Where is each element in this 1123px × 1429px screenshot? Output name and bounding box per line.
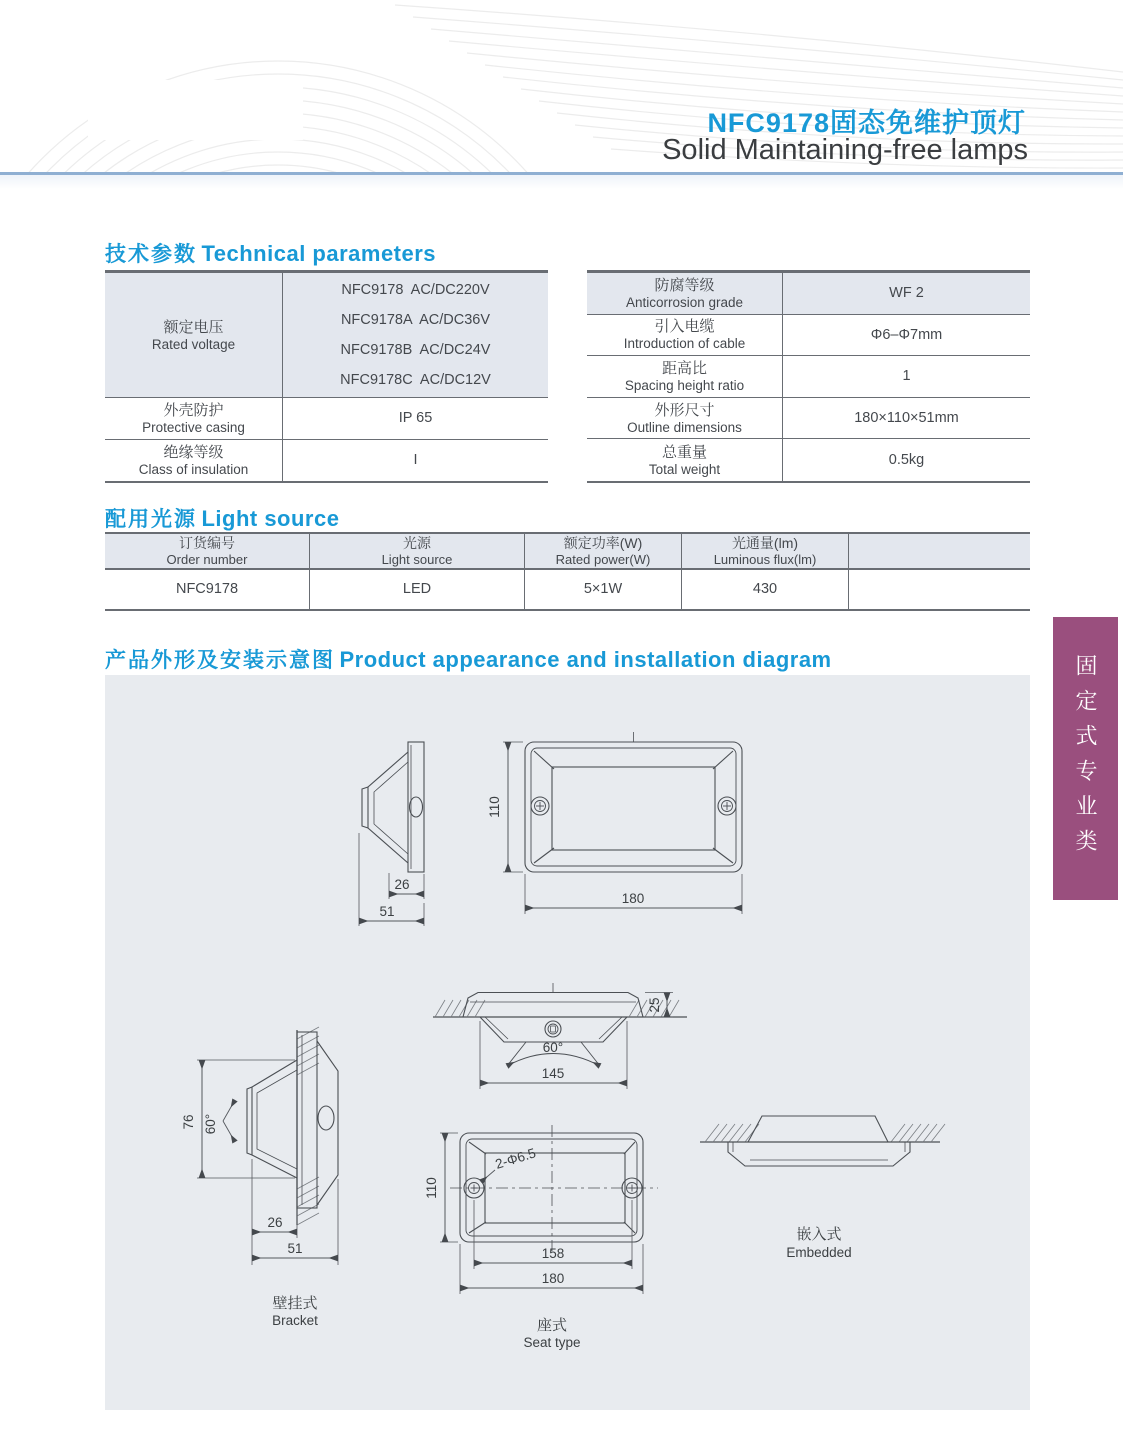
label-zh: 距高比 xyxy=(661,359,707,377)
label-en: Anticorrosion grade xyxy=(625,294,744,310)
dim-angle-60: 60° xyxy=(542,1040,564,1055)
row-label xyxy=(587,398,783,439)
column-header xyxy=(105,534,310,568)
dim-158: 158 xyxy=(541,1246,565,1261)
label-en: Introduction of cable xyxy=(623,336,746,352)
voltage-value: NFC9178B AC/DC24V xyxy=(340,342,491,358)
cell-luminous-flux: 430 xyxy=(682,570,849,609)
section-title-zh: 技术参数 xyxy=(105,243,197,266)
section-title-en: Technical parameters xyxy=(201,241,437,266)
table-row xyxy=(587,398,1030,440)
embedded-label-en: Embedded xyxy=(786,1245,852,1260)
section-title-light-source xyxy=(105,503,339,533)
row-label xyxy=(587,315,783,356)
row-label xyxy=(587,356,783,397)
column-header-empty xyxy=(849,534,1030,568)
cell-order-number: NFC9178 xyxy=(105,570,310,609)
page-title-zh: NFC9178固态免维护顶灯 xyxy=(707,108,1026,138)
row-label xyxy=(587,273,783,314)
column-header xyxy=(525,534,682,568)
column-header xyxy=(682,534,849,568)
label-en: Rated voltage xyxy=(151,336,236,352)
label-en: Class of insulation xyxy=(138,461,249,477)
table-data-row xyxy=(105,570,1030,609)
dim-110: 110 xyxy=(487,796,502,818)
header-zh: 光通量(lm) xyxy=(731,535,799,551)
dim-110: 110 xyxy=(424,1177,439,1199)
recessed-view-dimensions xyxy=(480,993,673,1090)
dim-26: 26 xyxy=(267,1215,283,1230)
section-title-product-appearance xyxy=(105,644,832,674)
dim-51: 51 xyxy=(287,1241,303,1256)
table-row xyxy=(587,315,1030,357)
section-title-en: Light source xyxy=(201,506,340,531)
table-row xyxy=(105,398,548,440)
header-zh: 光源 xyxy=(403,535,431,551)
label-zh: 绝缘等级 xyxy=(163,443,224,461)
category-tab-fixed-professional xyxy=(1053,617,1118,900)
installation-diagram xyxy=(105,675,1030,1410)
dim-180: 180 xyxy=(621,891,645,906)
label-en: Protective casing xyxy=(142,419,245,435)
dim-145: 145 xyxy=(541,1066,565,1081)
dim-180: 180 xyxy=(541,1271,565,1286)
bracket-view-drawing xyxy=(247,1027,338,1225)
label-zh: 引入电缆 xyxy=(654,318,715,336)
voltage-value: NFC9178A AC/DC36V xyxy=(340,312,491,328)
tech-params-table-right xyxy=(587,270,1030,483)
bracket-label-en: Bracket xyxy=(272,1313,318,1328)
dim-26: 26 xyxy=(394,877,410,892)
row-value: IP 65 xyxy=(398,410,433,427)
header-zh: 订货编号 xyxy=(179,535,235,551)
bracket-label-zh: 壁挂式 xyxy=(272,1295,318,1312)
label-zh: 防腐等级 xyxy=(654,276,715,294)
table-row xyxy=(105,440,548,482)
dim-holes: 2-Φ6.5 xyxy=(493,1145,538,1172)
row-value: 1 xyxy=(902,368,911,385)
seat-view-dimensions xyxy=(440,1133,643,1294)
section-title-technical-parameters xyxy=(105,238,436,268)
row-value xyxy=(283,273,548,397)
dim-51: 51 xyxy=(379,904,395,919)
seat-label-en: Seat type xyxy=(523,1335,581,1350)
category-tab-label: 固定式专业类 xyxy=(1073,653,1098,864)
embedded-view-drawing xyxy=(700,1116,945,1166)
row-value: I xyxy=(413,452,418,469)
row-value: 0.5kg xyxy=(888,452,925,469)
dim-25: 25 xyxy=(647,997,662,1013)
label-zh: 外形尺寸 xyxy=(654,401,715,419)
light-source-table xyxy=(105,532,1030,611)
voltage-value: NFC9178 AC/DC220V xyxy=(341,282,490,298)
label-zh: 外壳防护 xyxy=(163,401,224,419)
column-header xyxy=(310,534,525,568)
row-value: 180×110×51mm xyxy=(854,410,959,427)
table-row xyxy=(587,356,1030,398)
dim-76: 76 xyxy=(181,1114,196,1130)
header-en: Rated power(W) xyxy=(555,552,651,567)
front-view-dimensions xyxy=(503,742,742,914)
row-value: WF 2 xyxy=(889,285,924,302)
table-header-row xyxy=(105,534,1030,570)
section-title-zh: 产品外形及安装示意图 xyxy=(105,649,335,672)
row-label xyxy=(105,440,283,482)
section-title-zh: 配用光源 xyxy=(105,508,197,531)
table-row xyxy=(587,439,1030,481)
header-en: Light source xyxy=(381,552,453,567)
table-row xyxy=(105,273,548,398)
seat-label-zh: 座式 xyxy=(536,1317,568,1334)
dim-angle-60: 60° xyxy=(203,1113,218,1135)
label-en: Spacing height ratio xyxy=(624,377,745,393)
row-label xyxy=(105,398,283,439)
cell-empty xyxy=(849,570,1030,609)
header-zh: 额定功率(W) xyxy=(563,535,643,551)
logo-placeholder xyxy=(88,80,303,140)
header-fade xyxy=(0,175,1123,189)
header-en: Luminous flux(lm) xyxy=(713,552,817,567)
label-zh: 额定电压 xyxy=(163,318,224,336)
label-en: Total weight xyxy=(648,461,721,477)
label-zh: 总重量 xyxy=(661,443,707,461)
page-title-en: Solid Maintaining-free lamps xyxy=(662,134,1028,166)
cell-rated-power: 5×1W xyxy=(525,570,682,609)
front-view-drawing xyxy=(525,732,742,872)
label-en: Outline dimensions xyxy=(627,419,742,435)
voltage-value: NFC9178C AC/DC12V xyxy=(340,372,491,388)
header-en: Order number xyxy=(166,552,248,567)
embedded-label-zh: 嵌入式 xyxy=(796,1226,842,1243)
row-label xyxy=(105,273,283,397)
side-view-drawing xyxy=(362,742,424,872)
section-title-en: Product appearance and installation diagram xyxy=(339,647,832,672)
seat-view-drawing xyxy=(450,1125,658,1251)
row-label xyxy=(587,439,783,481)
tech-params-table-left xyxy=(105,270,548,483)
cell-light-source: LED xyxy=(310,570,525,609)
table-row xyxy=(587,273,1030,315)
row-value: Φ6–Φ7mm xyxy=(870,326,943,343)
